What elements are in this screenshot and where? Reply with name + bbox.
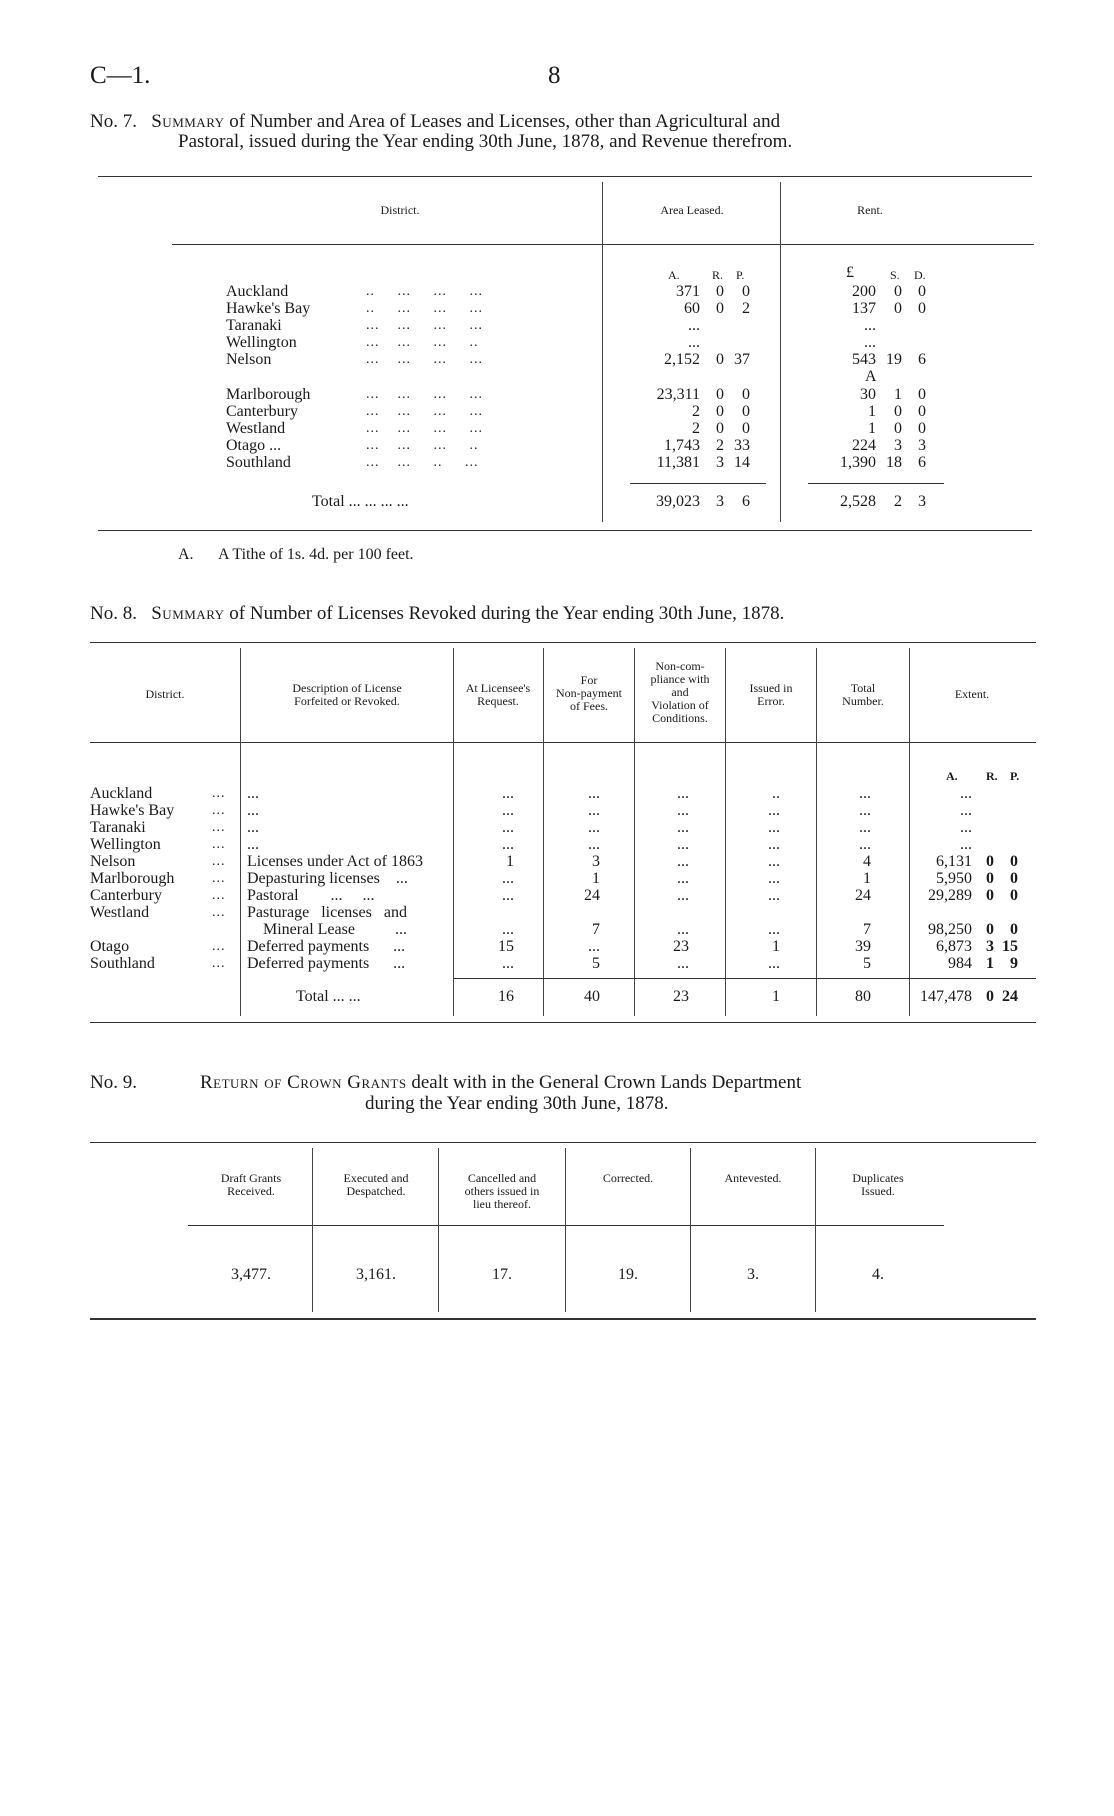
table9-header-cell: Antevested. [724,1171,782,1185]
table8-row-extent-r: 0 [986,887,994,904]
table8-unit-a: A. [946,769,958,783]
table8-col-noncompliance: Non-com- pliance with and Violation of Conditions. [650,659,710,725]
table8-row-licensee: ... [502,836,514,853]
table7-row-district: Marlborough [226,386,311,403]
table9-value-cell: 3,477. [231,1266,271,1283]
table8-row-licensee: ... [502,785,514,802]
table7-row-acres: 11,381 [656,454,700,471]
table8-row-extent-r: 0 [986,870,994,887]
table8-row-nonpayment: 1 [592,870,600,887]
table8-row-extent-a: ... [960,836,972,853]
table8-row-extent-p: 0 [1010,853,1018,870]
table7-row-district: Taranaki [226,317,282,334]
table9-title [200,1072,801,1094]
table9-top-rule [90,1142,1036,1143]
table7-footnote-mark: A. [178,546,194,563]
table7-row-district: Westland [226,420,286,437]
table8-row-error: ... [768,921,780,938]
table8-title-sc: Summary [151,603,225,624]
table7-row-roods: 0 [716,386,724,403]
table8-col-total: Total Number. [842,681,884,708]
table7-row-leaders: ... ... .. ... [366,455,479,470]
table7-row-leaders: ... ... ... .. [366,438,479,453]
table8-total-noncomp: 23 [673,988,689,1005]
table9-bottom-rule [90,1318,1036,1320]
table7-total-label: Total ... ... ... ... [312,493,409,510]
table7-total-l: 2,528 [840,493,876,510]
table7-row-pounds: 200 [852,283,876,300]
table8-row-total: 1 [863,870,871,887]
table7-row-roods: 0 [716,351,724,368]
table8-row-nonpayment: 7 [592,921,600,938]
table8-row-extent-r: 0 [986,853,994,870]
table7-row-district: Nelson [226,351,272,368]
table7-row-pence: 6 [918,454,926,471]
table7-row-pence: 0 [918,283,926,300]
table9-value-cell: 4. [872,1266,884,1283]
table8-row-noncompliance: ... [677,853,689,870]
table8-row-district: Westland [90,904,150,921]
table7-row-shillings: 3 [894,437,902,454]
table8-row-nonpayment: ... [588,819,600,836]
table8-row-total: 4 [863,853,871,870]
table7-col-rent: Rent. [857,203,883,217]
table9-value-cell: 17. [492,1266,512,1283]
table8-row-error: .. [772,785,780,802]
table8-row-licensee: ... [502,921,514,938]
table7-number: No. 7. [90,111,137,132]
table9-divider-5 [815,1148,816,1312]
table8-row-noncompliance: ... [677,785,689,802]
table8-row-noncompliance: ... [677,921,689,938]
table8-total-rule [454,978,1036,979]
table8-row-leader: ... [212,786,226,801]
table8-row-extent-a: 29,289 [928,887,972,904]
table8-number: No. 8. [90,603,137,624]
table7-title-line2: Pastoral, issued during the Year ending 30th June, 1878, and Revenue therefrom. [178,131,793,152]
table8-total-ep: 24 [1002,988,1018,1005]
table8-row-description: Deferred payments ... [247,938,406,955]
table7-row-leaders: ... ... ... ... [366,404,483,419]
table8-unit-p: P. [1010,769,1020,783]
table8-total-ea: 147,478 [920,988,972,1005]
table8-bottom-rule [90,1022,1036,1023]
table8-row-licensee: ... [502,819,514,836]
table8-row-noncompliance: ... [677,836,689,853]
table8-row-extent-p: 0 [1010,887,1018,904]
table7-total-r: 3 [716,493,724,510]
table8-row-licensee: ... [502,870,514,887]
table7-unit-s: S. [890,268,900,282]
table7-row-leaders: ... ... ... ... [366,421,483,436]
table8-row-leader: ... [212,905,226,920]
table7-row-pounds: 1 [868,420,876,437]
table7-title-rest: of Number and Area of Leases and Licenses, other than Agricultural and [229,111,781,132]
table7-row-acres: 2,152 [664,351,700,368]
table8-row-district: Wellington [90,836,161,853]
table8-row-extent-r: 0 [986,921,994,938]
table7-row-acres: 1,743 [664,437,700,454]
table7-unit-r: R. [712,268,724,282]
table8-row-total: 7 [863,921,871,938]
table8-row-licensee: 15 [498,938,514,955]
table9-value-cell: 3,161. [356,1266,396,1283]
table8-row-district: Taranaki [90,819,146,836]
table7-unit-a: A. [668,268,680,282]
table8-row-extent-r: 3 [986,938,994,955]
table7-divider-2 [780,182,781,522]
table8-row-leader: ... [212,939,226,954]
table8-row-extent-p: 0 [1010,870,1018,887]
table7-row-pence: 0 [918,420,926,437]
table7-footnote: A Tithe of 1s. 4d. per 100 feet. [218,546,414,563]
table7-row-perches: 33 [734,437,750,454]
table8-row-extent-r: 1 [986,955,994,972]
table8-row-extent-a: ... [960,802,972,819]
table9-header-cell: Duplicates Issued. [852,1171,904,1198]
table9-title-rest: dealt with in the General Crown Lands Department [411,1072,802,1093]
table8-row-extent-p: 9 [1010,955,1018,972]
table9-header-cell: Executed and Despatched. [343,1171,409,1198]
table8-divider-1 [240,648,241,1016]
table8-row-error: ... [768,802,780,819]
table8-row-nonpayment: ... [588,802,600,819]
table7-row-leaders: .. ... ... ... [366,301,483,316]
table7-row-perches: 0 [742,283,750,300]
table7-row-pounds: 224 [852,437,876,454]
table8-row-description: Pastoral ... ... [247,887,375,904]
table7-row-perches: 14 [734,454,750,471]
table7-row-district: Canterbury [226,403,298,420]
table7-row-district: Wellington [226,334,297,351]
table7-row-roods: 3 [716,454,724,471]
table9-header-cell: Corrected. [602,1171,654,1185]
table8-row-error: ... [768,819,780,836]
table8-row-nonpayment: ... [588,938,600,955]
table8-row-total: ... [859,819,871,836]
table8-row-total: 24 [855,887,871,904]
table7-row-roods: 0 [716,283,724,300]
table7-row-pounds: 137 [852,300,876,317]
table7-title-sc: Summary [151,111,225,132]
table7-col-area: Area Leased. [660,203,724,217]
table8-row-description: Pasturage licenses and [247,904,407,921]
table8-total-lic: 16 [498,988,514,1005]
table8-row-noncompliance: 23 [673,938,689,955]
table7-row-shillings: 18 [886,454,902,471]
table8-row-total: ... [859,836,871,853]
table8-row-error: ... [768,887,780,904]
table7-row-leaders: ... ... ... ... [366,387,483,402]
table8-row-licensee: ... [502,955,514,972]
table8-row-extent-a: 98,250 [928,921,972,938]
table9-header-cell: Draft Grants Received. [220,1171,282,1198]
table7-row-perches: 0 [742,403,750,420]
table8-total-tot: 80 [855,988,871,1005]
table8-row-leader: ... [212,871,226,886]
table8-row-district: Auckland [90,785,153,802]
table9-value-cell: 3. [747,1266,759,1283]
table7-row-pence: 6 [918,351,926,368]
table8-row-nonpayment: 3 [592,853,600,870]
table7-header-rule [172,244,1034,245]
table8-row-error: ... [768,836,780,853]
table7-row-pounds: 543 [852,351,876,368]
table7-row-shillings: 0 [894,420,902,437]
table7-row-perches: 37 [734,351,750,368]
table7-row-pence: 0 [918,300,926,317]
table9-number: No. 9. [90,1072,137,1093]
table8-row-extent-a: 6,873 [936,938,972,955]
table8-row-leader: ... [212,956,226,971]
table8-title [90,603,784,625]
table8-row-extent-p: 0 [1010,921,1018,938]
table7-total-s: 2 [894,493,902,510]
table8-row-total: 5 [863,955,871,972]
table9-title-sc: Return of Crown Grants [200,1072,407,1093]
table7-unit-l: £ [846,264,854,281]
table8-row-district: Otago [90,938,130,955]
table7-row-shillings: 19 [886,351,902,368]
table7-row-shillings: 1 [894,386,902,403]
table7-col-district: District. [380,203,420,217]
table7-row-perches: 0 [742,420,750,437]
table8-title-rest: of Number of Licenses Revoked during the Year ending 30th June, 1878. [229,603,785,624]
table9-title-line2: during the Year ending 30th June, 1878. [365,1093,669,1114]
table8-row-error: ... [768,853,780,870]
table7-nelson-marker: A [865,368,877,385]
table8-row-leader: ... [212,854,226,869]
table8-row-extent-p: 15 [1002,938,1018,955]
table8-unit-r: R. [986,769,998,783]
table8-row-district: Marlborough [90,870,175,887]
table8-total-err: 1 [772,988,780,1005]
table8-row-leader: ... [212,837,226,852]
table7-row-leaders: ... ... ... ... [366,318,483,333]
table8-row-district: Canterbury [90,887,162,904]
table8-row-noncompliance: ... [677,955,689,972]
table7-row-pounds: 30 [860,386,876,403]
table8-col-error: Issued in Error. [749,681,793,708]
table8-row-extent-a: 984 [948,955,972,972]
table7-row-acres: ... [688,317,700,334]
table8-total-nonpay: 40 [584,988,600,1005]
table8-row-description: Licenses under Act of 1863 [247,853,423,870]
table8-row-extent-a: 5,950 [936,870,972,887]
section-code: C—1. [90,62,151,89]
table8-row-licensee: 1 [506,853,514,870]
table9-divider-4 [690,1148,691,1312]
table7-row-perches: 2 [742,300,750,317]
table8-row-error: ... [768,870,780,887]
table8-col-licensee: At Licensee's Request. [465,681,531,708]
table8-total-er: 0 [986,988,994,1005]
table8-row-description: Deferred payments ... [247,955,406,972]
table7-row-district: Auckland [226,283,289,300]
table8-top-rule [90,642,1036,643]
table8-row-description: Mineral Lease ... [247,921,407,938]
table7-row-district: Hawke's Bay [226,300,311,317]
table8-row-noncompliance: ... [677,887,689,904]
table7-row-pounds: 1,390 [840,454,876,471]
table8-row-extent-a: 6,131 [936,853,972,870]
table8-row-nonpayment: ... [588,836,600,853]
table8-row-total: ... [859,802,871,819]
table7-unit-d: D. [914,268,926,282]
table8-header-rule [90,742,1036,743]
table8-row-leader: ... [212,803,226,818]
table7-row-district: Otago ... [226,437,282,454]
table7-row-acres: ... [688,334,700,351]
table8-row-district: Nelson [90,853,136,870]
table7-row-pounds: 1 [868,403,876,420]
table9-divider-2 [438,1148,439,1312]
table7-total-rule-rent [808,483,944,484]
table8-row-extent-a: ... [960,819,972,836]
table8-row-total: 39 [855,938,871,955]
table8-row-nonpayment: 5 [592,955,600,972]
table8-row-noncompliance: ... [677,819,689,836]
table9-header-rule [188,1225,944,1226]
table8-row-leader: ... [212,888,226,903]
table8-row-noncompliance: ... [677,870,689,887]
table8-total-label: Total ... ... [296,988,361,1005]
table8-row-leader: ... [212,820,226,835]
table8-col-extent: Extent. [954,687,990,701]
table8-row-description: ... [247,802,259,819]
table8-row-description: ... [247,836,259,853]
table7-row-acres: 2 [692,403,700,420]
table8-row-nonpayment: 24 [584,887,600,904]
table8-row-error: 1 [772,938,780,955]
table7-total-d: 3 [918,493,926,510]
table7-row-perches: 0 [742,386,750,403]
table7-row-pence: 3 [918,437,926,454]
table7-row-leaders: ... ... ... .. [366,335,479,350]
table7-row-pounds: ... [864,317,876,334]
table7-row-pence: 0 [918,403,926,420]
table8-row-total: ... [859,785,871,802]
table7-row-roods: 0 [716,403,724,420]
table7-row-pence: 0 [918,386,926,403]
table7-row-shillings: 0 [894,283,902,300]
table8-col-district: District. [145,687,185,701]
table8-row-nonpayment: ... [588,785,600,802]
table7-row-roods: 2 [716,437,724,454]
table7-row-shillings: 0 [894,403,902,420]
table7-row-pounds: ... [864,334,876,351]
table8-row-licensee: ... [502,887,514,904]
table8-row-licensee: ... [502,802,514,819]
table7-total-a: 39,023 [656,493,700,510]
table8-col-description: Description of License Forfeited or Revoked. [292,681,402,708]
table8-row-description: ... [247,819,259,836]
table7-row-acres: 2 [692,420,700,437]
table7-row-roods: 0 [716,300,724,317]
table7-bottom-rule [98,530,1032,531]
table7-top-rule [98,176,1032,177]
table8-row-description: Depasturing licenses ... [247,870,408,887]
table7-total-rule-area [630,483,766,484]
table7-row-roods: 0 [716,420,724,437]
table7-unit-p: P. [736,268,745,282]
table9-header-cell: Cancelled and others issued in lieu thereof. [464,1171,540,1211]
table7-row-leaders: ... ... ... ... [366,352,483,367]
table9-divider-1 [312,1148,313,1312]
table9-divider-3 [565,1148,566,1312]
table8-row-error: ... [768,955,780,972]
page-number: 8 [548,62,561,89]
table8-row-description: ... [247,785,259,802]
table7-row-district: Southland [226,454,291,471]
table7-row-acres: 371 [676,283,700,300]
table7-row-leaders: .. ... ... ... [366,284,483,299]
table7-title [90,112,1020,152]
table9-value-cell: 19. [618,1266,638,1283]
table7-total-p: 6 [742,493,750,510]
table8-row-district: Southland [90,955,155,972]
table7-row-shillings: 0 [894,300,902,317]
table8-row-noncompliance: ... [677,802,689,819]
table7-row-acres: 23,311 [656,386,700,403]
table8-row-extent-a: ... [960,785,972,802]
table8-row-district: Hawke's Bay [90,802,175,819]
table7-row-acres: 60 [684,300,700,317]
table8-col-nonpayment: For Non-payment of Fees. [556,673,622,713]
